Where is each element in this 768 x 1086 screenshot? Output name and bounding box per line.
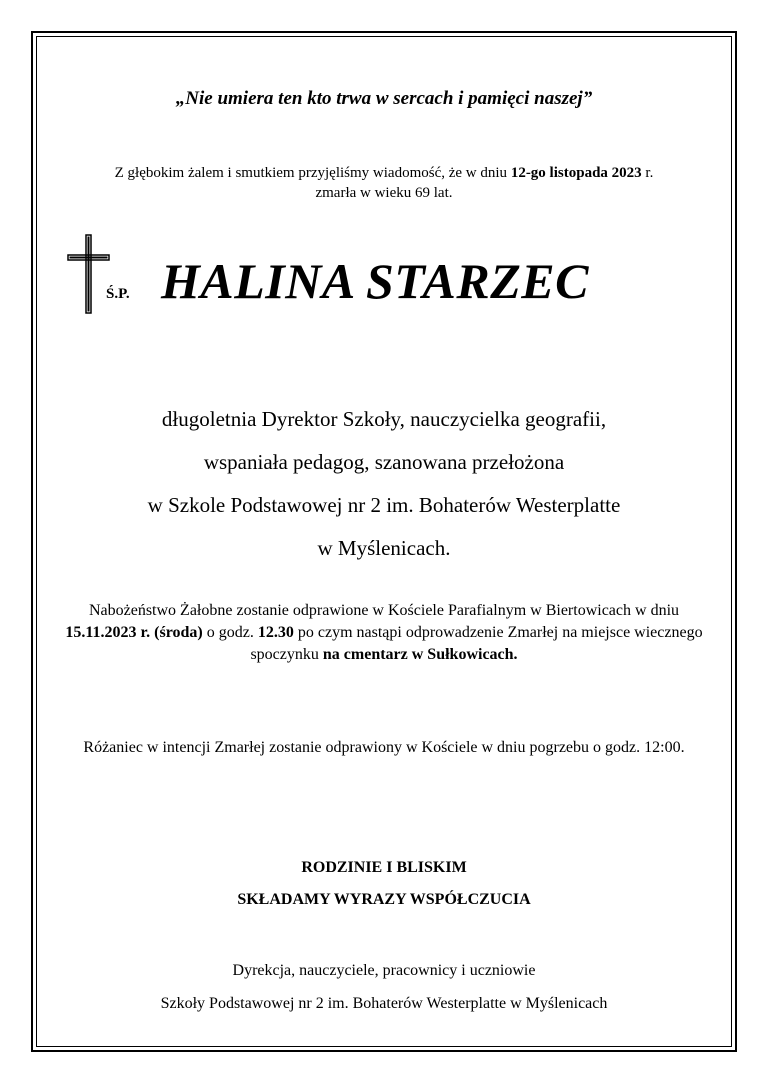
condolence-line: RODZINIE I BLISKIM [301, 859, 467, 876]
role-description [50, 398, 718, 570]
signature [50, 954, 718, 1020]
motto: „Nie umiera ten kto trwa w sercach i pamięci naszej” [175, 88, 593, 109]
role-line: długoletnia Dyrektor Szkoły, nauczycielka geografii, [161, 407, 607, 431]
deceased-header [66, 234, 706, 314]
name-prefix: Ś.P. [106, 286, 130, 302]
signature-line: Dyrekcja, nauczyciele, pracownicy i uczniowie [232, 962, 536, 979]
condolence-line: SKŁADAMY WYRAZY WSPÓŁCZUCIA [237, 891, 531, 908]
intro-line-1: Z głębokim żalem i smutkiem przyjęliśmy wiadomość, że w dniu 12-go listopada 2023 r. [114, 165, 654, 181]
rosary-info: Różaniec w intencji Zmarłej zostanie odprawiony w Kościele w dniu pogrzebu o godz. 12:00. [83, 739, 685, 756]
ceremony-time: 12.30 [257, 624, 294, 641]
ceremony-date: 15.11.2023 r. (środa) [65, 624, 203, 641]
ceremony-info: Nabożeństwo Żałobne zostanie odprawione w Kościele Parafialnym w Biertowicach w dniu 15.11.2023 r. (środa) o godz. 12.30 po czym nastąpi odprowadzenie Zmarłej na miejsce wiecznego spoczynku na cmentarz w Sułkowicach. [65, 602, 703, 663]
burial-place: na cmentarz w Sułkowicach. [322, 646, 518, 663]
death-date: 12-go listopada 2023 [510, 165, 642, 181]
condolences [50, 852, 718, 916]
role-line: wspaniała pedagog, szanowana przełożona [203, 450, 565, 474]
role-line: w Szkole Podstawowej nr 2 im. Bohaterów Westerplatte [147, 493, 621, 517]
intro-text [50, 163, 718, 203]
signature-line: Szkoły Podstawowej nr 2 im. Bohaterów Westerplatte w Myślenicach [160, 995, 608, 1012]
role-line: w Myślenicach. [317, 536, 451, 560]
deceased-name: HALINA STARZEC [161, 253, 589, 309]
intro-line-2: zmarła w wieku 69 lat. [315, 185, 453, 201]
